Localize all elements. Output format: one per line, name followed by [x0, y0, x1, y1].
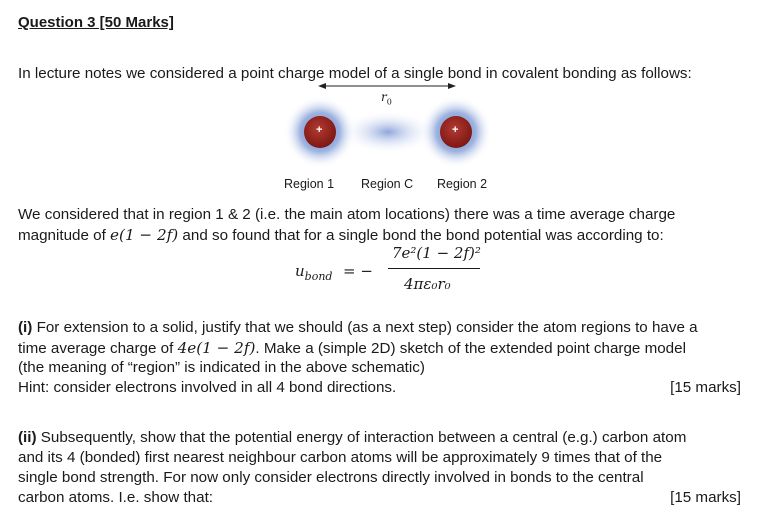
- part-i-line1: (i) For extension to a solid, justify that we should (as a next step) consider the atom regions to have a: [18, 319, 698, 336]
- region-2-label: Region 2: [437, 177, 488, 191]
- part-i-line3: (the meaning of “region” is indicated in the above schematic): [18, 359, 425, 376]
- plus-icon: +: [452, 124, 459, 136]
- fraction-bar: [388, 268, 480, 269]
- intro-text: In lecture notes we considered a point charge model of a single bond in covalent bonding as follows:: [18, 65, 692, 82]
- equation-numerator: 7e²(1 − 2f)²: [392, 244, 481, 262]
- r0-arrow-left-head: [318, 83, 326, 89]
- bond-diagram: [280, 82, 490, 182]
- equation-lhs: $u_{bond}$: [295, 262, 333, 283]
- equation-denominator: 4πε₀r₀: [404, 275, 451, 293]
- part-ii-line3: single bond strength. For now only consider electrons directly involved in bonds to the central: [18, 469, 644, 486]
- part-ii-line4: carbon atoms. I.e. show that:: [18, 489, 214, 506]
- r0-arrow-right-head: [448, 83, 456, 89]
- region-1-label: Region 1: [284, 177, 335, 191]
- part-i-marks: [15 marks]: [670, 379, 741, 396]
- part-ii-marks: [15 marks]: [670, 489, 741, 506]
- part-i-line2: time average charge of 4e(1 − 2f). Make a (simple 2D) sketch of the extended point charge model: [18, 339, 686, 357]
- charge-expression: e(1 − 2f): [110, 226, 179, 244]
- question-heading: Question 3 [50 Marks]: [18, 14, 174, 31]
- equation-equals: = −: [343, 262, 373, 280]
- r0-label: $r_0$: [381, 90, 392, 107]
- part-ii-line2: and its 4 (bonded) first nearest neighbour carbon atoms will be approximately 9 times that of the: [18, 449, 663, 466]
- part-ii-line1: (ii) Subsequently, show that the potential energy of interaction between a central (e.g.) carbon atom: [18, 429, 687, 446]
- part-i-line4: Hint: consider electrons involved in all 4 bond directions.: [18, 379, 397, 396]
- plus-icon: +: [316, 124, 323, 136]
- para1-line2: magnitude of e(1 − 2f) and so found that for a single bond the bond potential was according to:: [18, 226, 664, 244]
- para1-line1: We considered that in region 1 & 2 (i.e. the main atom locations) there was a time average charge: [18, 206, 676, 223]
- region-c-label: Region C: [361, 177, 414, 191]
